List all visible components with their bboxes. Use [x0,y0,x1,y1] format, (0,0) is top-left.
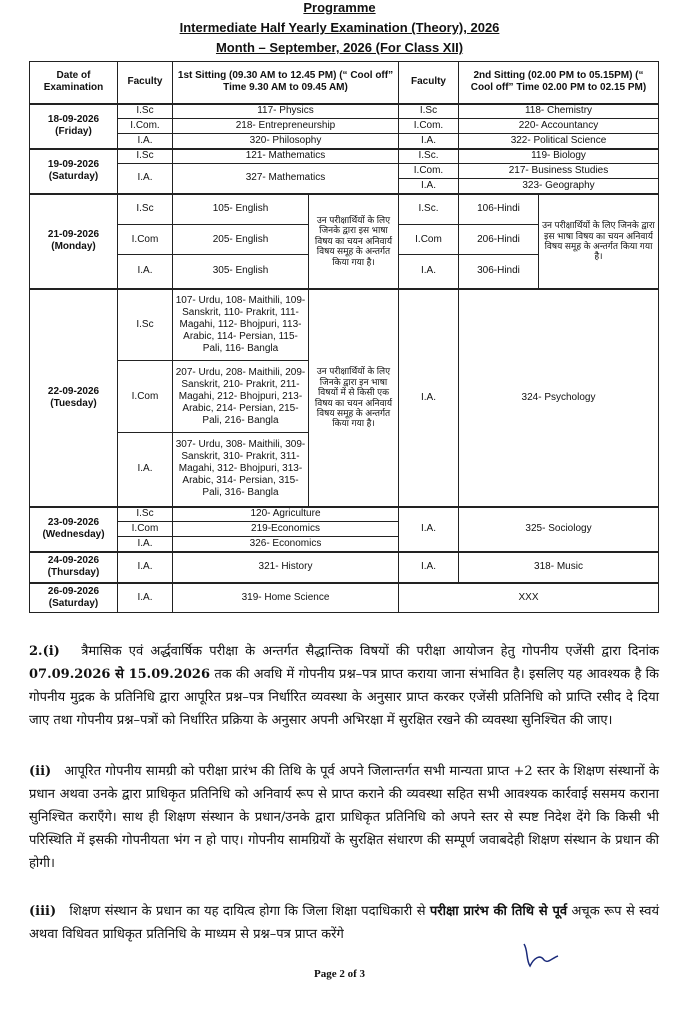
faculty-cell: I.A. [399,179,459,194]
page-number: Page 2 of 3 [313,968,365,980]
subject-cell: 324- Psychology [459,289,659,507]
exam-schedule-table [29,61,659,613]
doc-month: Month – September, 2026 (For Class XII) [215,40,464,55]
subject-cell: 323- Geography [459,179,659,194]
signature-mark [518,940,566,970]
faculty-cell: I.Sc [118,289,173,361]
subject-cell: 121- Mathematics [173,149,399,164]
col-sitting1-header: 1st Sitting (09.30 AM to 12.45 PM) (“ Cool off” Time 9.30 AM to 09.45 AM) [173,62,399,104]
date-cell: 22-09-2026 (Tuesday) [30,289,118,507]
subject-cell: 326- Economics [173,537,399,552]
faculty-cell: I.A. [118,583,173,613]
date-cell: 19-09-2026 (Saturday) [30,149,118,194]
doc-subtitle: Intermediate Half Yearly Examination (Theory), 2026 [179,20,500,35]
faculty-cell: I.A. [118,552,173,583]
subject-cell: 321- History [173,552,399,583]
paragraph-2ii: (ii) आपूरित गोपनीय सामग्री को परीक्षा प्रारंभ की तिथि के पूर्व अपने जिलान्तर्गत सभी मान्यता प्राप्त +2 स्तर के शिक्षण संस्थानों के प्रधान अथवा उनके द्वारा प्राधिकृत प्रतिनिधि को अनिवार्य रूप से प्राप्त कराने की व्यवस्था सहित सभी आवश्यक कार्रवाई ससमय कराना सुनिश्चित कराएँगे। साथ ही शिक्षण संस्थान के प्रधान/उनके द्वारा प्राधिकृत प्रतिनिधि को अपने स्तर से स्पष्ट निदेश देंगे कि किसी भी परिस्थिति में इसकी गोपनीयता भंग न हो पाए। गोपनीय सामग्रियों के सुरक्षित संधारण की सम्पूर्ण जवाबदेही शिक्षण संस्थान के प्रधान की होगी। [29,764,659,871]
faculty-cell: I.Sc [118,149,173,164]
col-faculty-header: Faculty [118,62,173,104]
faculty-cell: I.Sc. [399,149,459,164]
subject-cell: XXX [399,583,659,613]
faculty-cell: I.A. [118,164,173,194]
col-faculty2-header: Faculty [399,62,459,104]
subject-cell: 307- Urdu, 308- Maithili, 309- Sanskrit, 310- Prakrit, 311- Magahi, 312- Bhojpuri, 313- Arabic, 314- Persian, 315- Pali, 316- Bangla [173,433,309,507]
date-cell: 23-09-2026 (Wednesday) [30,507,118,552]
faculty-cell: I.Com. [399,164,459,179]
faculty-cell: I.A. [118,255,173,289]
faculty-cell: I.Sc. [399,194,459,225]
faculty-cell: I.A. [118,134,173,149]
subject-cell: 320- Philosophy [173,134,399,149]
date-cell: 21-09-2026 (Monday) [30,194,118,289]
subject-cell: 306-Hindi [459,255,539,289]
faculty-cell: I.Sc [399,104,459,119]
col-sitting2-header: 2nd Sitting (02.00 PM to 05.15PM) (“ Cool off” Time 02.00 PM to 02.15 PM) [459,62,659,104]
subject-cell: 220- Accountancy [459,119,659,134]
faculty-cell: I.Sc [118,194,173,225]
faculty-cell: I.A. [399,255,459,289]
faculty-cell: I.Com [118,522,173,537]
language-note: उन परीक्षार्थियों के लिए जिनके द्वारा इन भाषा विषयों में से किसी एक विषय का चयन अनिवार्य विषय समूह के अन्तर्गत किया गया है। [309,289,399,507]
subject-cell: 322- Political Science [459,134,659,149]
paragraph-2iii: (iii) शिक्षण संस्थान के प्रधान का यह दायित्व होगा कि जिला शिक्षा पदाधिकारी से परीक्षा प्रारंभ की तिथि से पूर्व अचूक रूप से स्वयं अथवा विधिवत प्राधिकृत प्रतिनिधि के माध्यम से प्रश्न–पत्र प्राप्त करेंगे [29,904,659,942]
subject-cell: 318- Music [459,552,659,583]
doc-title: Programme [303,0,376,15]
date-cell: 26-09-2026 (Saturday) [30,583,118,613]
subject-cell: 327- Mathematics [173,164,399,194]
subject-cell: 120- Agriculture [173,507,399,522]
subject-cell: 117- Physics [173,104,399,119]
subject-cell: 217- Business Studies [459,164,659,179]
language-note: उन परीक्षार्थियों के लिए जिनके द्वारा इस भाषा विषय का चयन अनिवार्य विषय समूह के अन्तर्गत किया गया है। [539,194,659,289]
subject-cell: 219-Economics [173,522,399,537]
faculty-cell: I.Com. [118,119,173,134]
subject-cell: 205- English [173,225,309,255]
language-note: उन परीक्षार्थियों के लिए जिनके द्वारा इस भाषा विषय का चयन अनिवार्य विषय समूह के अन्तर्गत किया गया है। [309,194,399,289]
date-cell: 24-09-2026 (Thursday) [30,552,118,583]
faculty-cell: I.Com [399,225,459,255]
faculty-cell: I.A. [399,552,459,583]
subject-cell: 325- Sociology [459,507,659,552]
subject-cell: 207- Urdu, 208- Maithili, 209- Sanskrit, 210- Prakrit, 211- Magahi, 212- Bhojpuri, 213- Arabic, 214- Persian, 215- Pali, 216- Bangla [173,361,309,433]
subject-cell: 106-Hindi [459,194,539,225]
subject-cell: 119- Biology [459,149,659,164]
col-date-header: Date of Examination [30,62,118,104]
subject-cell: 118- Chemistry [459,104,659,119]
subject-cell: 107- Urdu, 108- Maithili, 109- Sanskrit, 110- Prakrit, 111- Magahi, 112- Bhojpuri, 113- Arabic, 114- Persian, 115- Pali, 116- Bangla [173,289,309,361]
faculty-cell: I.Sc [118,507,173,522]
faculty-cell: I.A. [399,289,459,507]
subject-cell: 105- English [173,194,309,225]
subject-cell: 218- Entrepreneurship [173,119,399,134]
faculty-cell: I.A. [118,433,173,507]
faculty-cell: I.Com [118,225,173,255]
faculty-cell: I.Sc [118,104,173,119]
subject-cell: 206-Hindi [459,225,539,255]
faculty-cell: I.Com [118,361,173,433]
faculty-cell: I.Com. [399,119,459,134]
faculty-cell: I.A. [118,537,173,552]
date-cell: 18-09-2026 (Friday) [30,104,118,149]
subject-cell: 305- English [173,255,309,289]
faculty-cell: I.A. [399,134,459,149]
faculty-cell: I.A. [399,507,459,552]
subject-cell: 319- Home Science [173,583,399,613]
paragraph-2i: 2.(i) त्रैमासिक एवं अर्द्धवार्षिक परीक्षा के अन्तर्गत सैद्धान्तिक विषयों की परीक्षा आयोजन हेतु गोपनीय एजेंसी द्वारा दिनांक 07.09.2026 से 15.09.2026 तक की अवधि में गोपनीय प्रश्न–पत्र प्राप्त कराया जाना संभावित है। इसलिए यह आवश्यक है कि गोपनीय मुद्रक के प्रतिनिधि द्वारा आपूरित प्रश्न–पत्र निर्धारित व्यवस्था के अनुसार प्राप्त करकर एजेंसी प्रतिनिधि को प्राप्ति रसीद दे दिया जाए तथा गोपनीय प्रश्न–पत्रों को निर्धारित प्रक्रिया के अनुसार अपनी अभिरक्षा में सुरक्षित रखने की व्यवस्था सुनिश्चित की जाए। [29,644,660,728]
